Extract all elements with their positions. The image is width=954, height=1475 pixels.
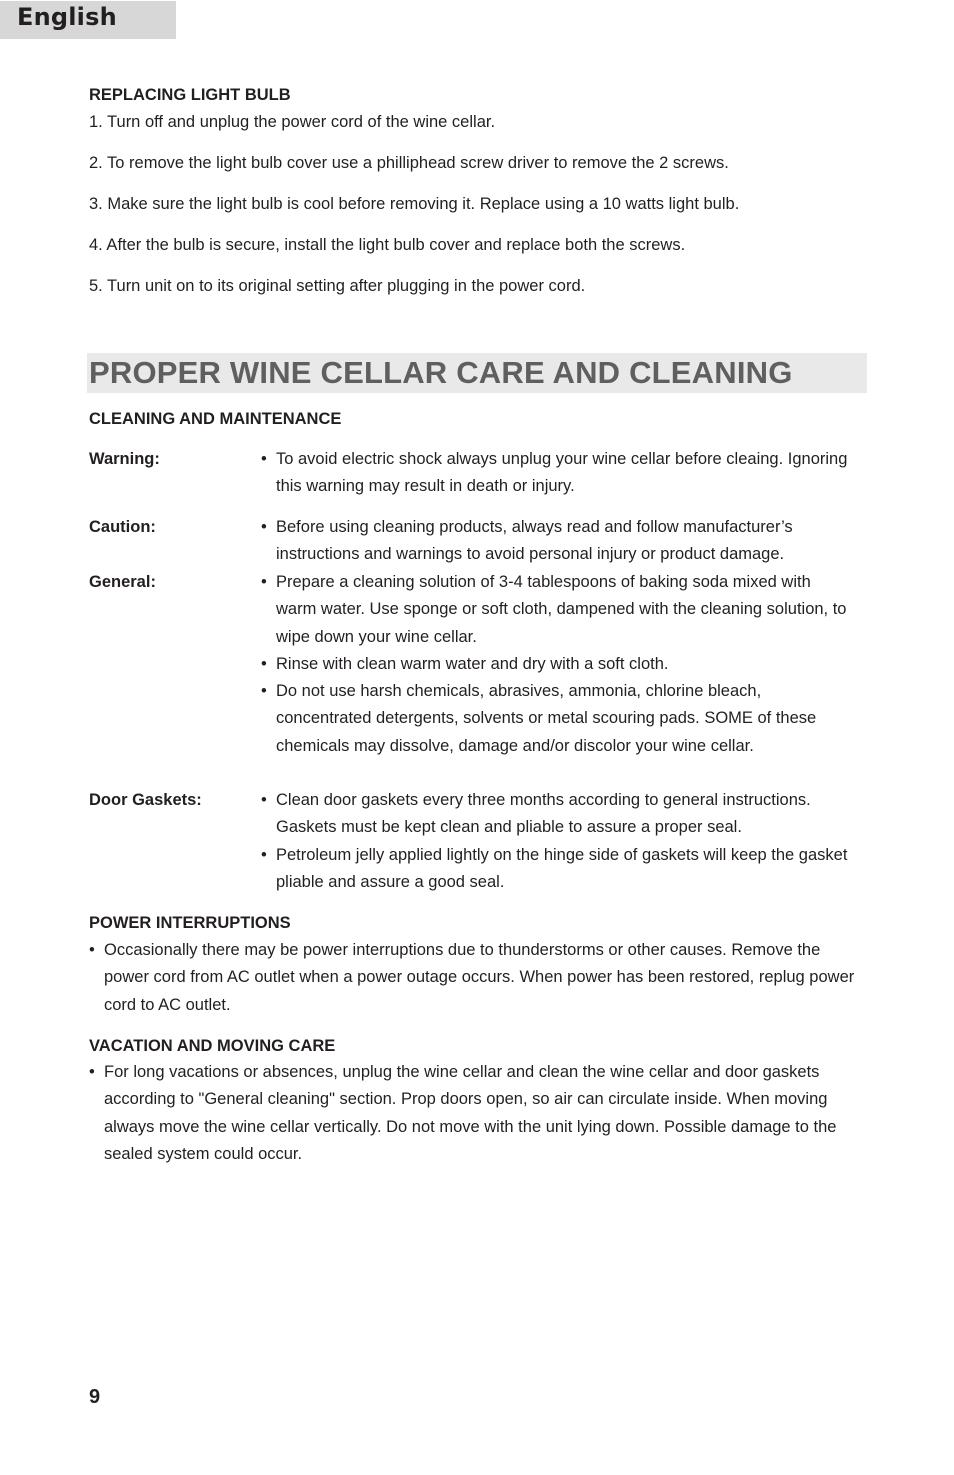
warning-list (261, 446, 861, 501)
list-item: • Clean door gaskets every three months according to general instructions. Gaskets must be kept clean and pliable to assure a proper seal. (261, 787, 851, 842)
replacing-light-bulb-heading: REPLACING LIGHT BULB (89, 86, 291, 104)
bullet-icon: • (89, 941, 95, 959)
warning-label: Warning: (89, 450, 160, 468)
bullet-icon: • (261, 791, 267, 809)
list-item: • Petroleum jelly applied lightly on the hinge side of gaskets will keep the gasket pliable and assure a good seal. (261, 842, 851, 897)
bullet-icon: • (261, 682, 267, 701)
bullet-icon: • (261, 654, 267, 673)
door-gaskets-list (261, 787, 851, 896)
step-3: 3. Make sure the light bulb is cool before removing it. Replace using a 10 watts light bulb. (89, 195, 740, 213)
step-5: 5. Turn unit on to its original setting after plugging in the power cord. (89, 277, 586, 295)
bullet-icon: • (261, 845, 267, 864)
list-item: • For long vacations or absences, unplug the wine cellar and clean the wine cellar and door gaskets according to "General cleaning" section. Prop doors open, so air can circulate inside. When moving always move the wine cellar vertically. Do not move with the unit lying down. Possible damage to the sealed system could occur. (89, 1059, 864, 1168)
list-item: • Rinse with clean warm water and dry with a soft cloth. (261, 651, 851, 678)
vacation-moving-heading: VACATION AND MOVING CARE (89, 1037, 336, 1055)
bullet-icon: • (261, 518, 267, 536)
replacing-light-bulb-section (89, 84, 869, 297)
power-interruptions-heading: POWER INTERRUPTIONS (89, 914, 291, 932)
caution-label: Caution: (89, 518, 156, 536)
list-item: • To avoid electric shock always unplug your wine cellar before cleaing. Ignoring this warning may result in death or injury. (261, 446, 861, 501)
step-2: 2. To remove the light bulb cover use a philliphead screw driver to remove the 2 screws. (89, 154, 729, 172)
step-1: 1. Turn off and unplug the power cord of the wine cellar. (89, 113, 496, 131)
cleaning-heading: CLEANING AND MAINTENANCE (89, 410, 342, 428)
vacation-moving-list (89, 1059, 864, 1168)
step-4: 4. After the bulb is secure, install the light bulb cover and replace both the screws. (89, 236, 686, 254)
section-title-bar (87, 353, 867, 393)
section-title: PROPER WINE CELLAR CARE AND CLEANING (89, 355, 793, 390)
language-tab (0, 1, 176, 39)
power-interruptions-list (89, 937, 864, 1019)
list-item: • Before using cleaning products, always read and follow manufacturer’s instructions and warnings to avoid personal injury or product damage. (261, 514, 861, 569)
door-gaskets-label: Door Gaskets: (89, 791, 202, 809)
general-label: General: (89, 573, 156, 591)
bullet-icon: • (261, 573, 267, 591)
vacation-moving-section (89, 1059, 869, 1168)
caution-list (261, 514, 861, 569)
language-tab-label: English (17, 3, 117, 31)
general-list (261, 569, 851, 760)
bullet-icon: • (89, 1063, 95, 1081)
list-item: • Occasionally there may be power interruptions due to thunderstorms or other causes. Remove the power cord from AC outlet when a power outage occurs. When power has been restored, replug power cord to AC outlet. (89, 937, 864, 1019)
page-number: 9 (89, 1386, 101, 1408)
bullet-icon: • (261, 450, 267, 468)
list-item: • Do not use harsh chemicals, abrasives, ammonia, chlorine bleach, concentrated detergents, solvents or metal scouring pads. SOME of these chemicals may dissolve, damage and/or discolor your wine cellar. (261, 678, 851, 760)
power-interruptions-section (89, 937, 869, 1019)
list-item: • Prepare a cleaning solution of 3-4 tablespoons of baking soda mixed with warm water. Use sponge or soft cloth, dampened with the cleaning solution, to wipe down your wine cellar. (261, 569, 851, 651)
